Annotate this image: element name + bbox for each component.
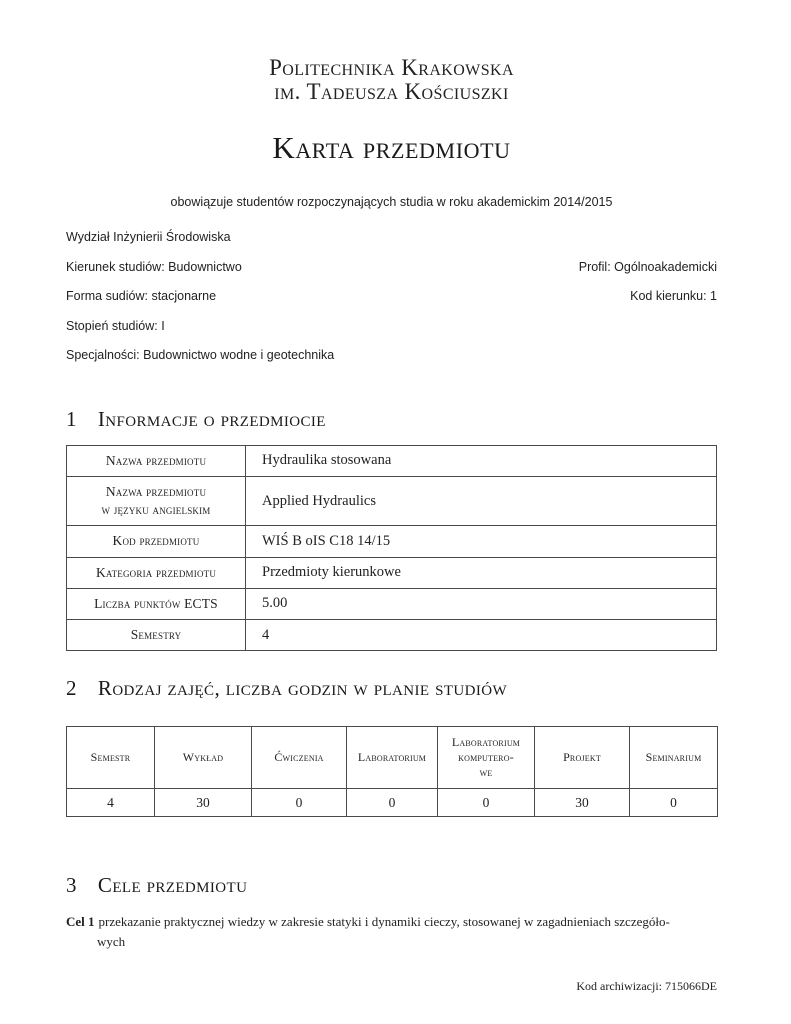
schedule-value-cwiczenia: 0 [252,789,347,817]
table-row [67,588,717,619]
section-1-number: 1 [66,406,77,431]
goal-label: Cel 1 [66,914,95,930]
table-row [67,620,717,651]
row-label: Nazwa przedmiotu w języku angielskim [67,477,246,526]
row-label: Nazwa przedmiotu [67,445,246,476]
university-name-line2: im. Tadeusza Kościuszki [274,79,509,105]
specialties-label: Specjalności: Budownictwo wodne i geotechnika [66,348,335,363]
row-value: WIŚ B oIS C18 14/15 [246,526,717,557]
field-code-label: Kod kierunku: 1 [630,289,717,304]
page-content [66,0,717,953]
profile-label: Profil: Ogólnoakademicki [578,259,717,274]
schedule-value-laboratorium: 0 [347,789,438,817]
goal-item [66,912,717,952]
table-row [67,477,717,526]
column-header-seminarium: Seminarium [630,727,718,789]
degree-label: Stopień studiów: I [66,318,165,333]
schedule-value-semestr: 4 [67,789,155,817]
column-header-semestr: Semestr [67,727,155,789]
row-value: Hydraulika stosowana [246,445,717,476]
row-label: Semestry [67,620,246,651]
row-label: Kategoria przedmiotu [67,557,246,588]
row-value: Applied Hydraulics [246,477,717,526]
schedule-value-wyklad: 30 [155,789,252,817]
section-2-number: 2 [66,676,77,701]
subtitle: obowiązuje studentów rozpoczynających studia w roku akademickim 2014/2015 [170,195,613,210]
field-of-study-label: Kierunek studiów: Budownictwo [66,259,242,274]
section-1-title: Informacje o przedmiocie [97,406,326,431]
section-3-title: Cele przedmiotu [97,873,248,898]
column-header-cwiczenia: Ćwiczenia [252,727,347,789]
row-value: 4 [246,620,717,651]
field-of-study-line [66,261,717,274]
schedule-value-projekt: 30 [535,789,630,817]
row-value: Przedmioty kierunkowe [246,557,717,588]
schedule-value-laboratorium-komputerowe: 0 [438,789,535,817]
column-header-wyklad: Wykład [155,727,252,789]
archive-code: Kod archiwizacji: 715066DE [576,979,717,993]
section-3-heading [66,875,717,896]
study-form-label: Forma sudiów: stacjonarne [66,289,217,304]
degree-line [66,320,717,333]
row-value: 5.00 [246,588,717,619]
course-info-table [66,445,717,652]
study-form-line [66,290,717,303]
row-label: Kod przedmiotu [67,526,246,557]
specialties-line [66,349,717,362]
column-header-laboratorium-komputerowe: Laboratorium komputero- we [438,727,535,789]
university-name-line1: Politechnika Krakowska [269,55,514,80]
goal-text: przekazanie praktycznej wiedzy w zakresie statyki i dynamiki cieczy, stosowanej w zagadnieniach szczegóło- wych [97,914,670,950]
section-1-heading [66,406,717,431]
table-value-row [67,789,718,817]
column-header-projekt: Projekt [535,727,630,789]
faculty-label: Wydział Inżynierii Środowiska [66,230,231,245]
course-meta [66,231,717,362]
table-header-row [67,727,718,789]
column-header-laboratorium: Laboratorium [347,727,438,789]
section-2-heading [66,678,717,699]
faculty-line [66,231,717,244]
university-name [66,56,717,104]
hours-schedule-table [66,726,718,817]
schedule-value-seminarium: 0 [630,789,718,817]
row-label: Liczba punktów ECTS [67,588,246,619]
section-3-number: 3 [66,873,77,898]
table-row [67,526,717,557]
table-row [67,445,717,476]
document-title: Karta przedmiotu [272,130,511,166]
table-row [67,557,717,588]
section-2-title: Rodzaj zajęć, liczba godzin w planie studiów [97,676,508,701]
